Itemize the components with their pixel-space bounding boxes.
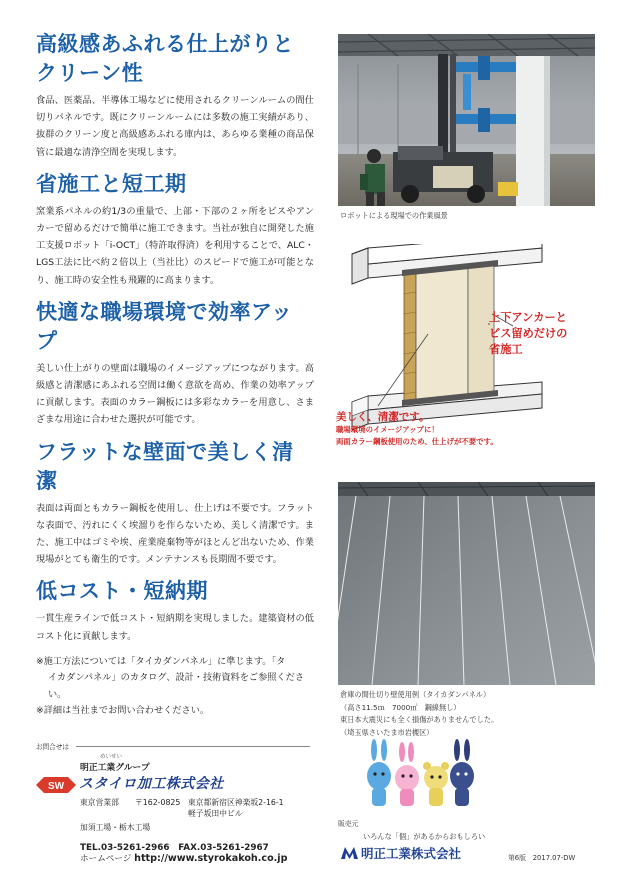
callout-line: 省施工 <box>489 343 523 356</box>
section-heading: クリーン性 <box>36 61 144 85</box>
maker-text: 明正工業株式会社 <box>361 846 462 861</box>
group-name: 明正工業グループ <box>80 763 150 773</box>
caption-line: （埼玉県さいたま市岩槻区） <box>340 727 434 737</box>
seller-label: 販売元 <box>338 820 359 828</box>
photo-caption <box>340 689 498 739</box>
section-low-cost <box>36 577 314 644</box>
address-block <box>80 798 284 818</box>
address-line: 東京都新宿区神楽坂2-16-1 <box>188 798 284 807</box>
section-heading: 低コスト・短納期 <box>36 579 208 604</box>
note-line: ※詳細は当社までお問い合わせください。 <box>36 705 210 717</box>
meisei-logo-icon <box>341 847 358 859</box>
postal-code: 〒162-0825 <box>135 798 181 807</box>
office-name: 東京営業部 <box>80 798 119 807</box>
logo-text: SW <box>47 781 65 792</box>
section-heading: 高級感あふれる仕上がりと <box>36 32 294 56</box>
caption-line: 倉庫の間仕切り壁使用例（タイカダンパネル） <box>340 690 491 699</box>
section-body: 食品、医薬品、半導体工場などに使用されるクリーンルームの間仕切りパネルです。既にクリーンルームには多数の施工実績があり、抜群のクリーン度と高級感あふれる庫内は、あらゆる業種の商品保管に最適な清浄空間を実現します。 <box>36 95 314 158</box>
section-comfortable-workplace <box>36 298 314 429</box>
caption-line: （高さ11.5ｍ 7000㎡ 鋼線無し） <box>340 702 461 712</box>
furigana: めいせい <box>100 754 123 760</box>
notes <box>36 654 314 720</box>
website-link[interactable]: http://www.styrokakoh.co.jp <box>134 853 288 864</box>
tel-fax: TEL.03-5261-2966 FAX.03-5261-2967 <box>80 843 269 853</box>
address-line: 軽子坂田中ビル <box>188 809 243 818</box>
photo-caption: ロボットによる現場での作業風景 <box>340 211 448 220</box>
caption-line: 東日本大震災にも全く損傷がありませんでした。 <box>340 715 499 724</box>
section-body: 表面は両面ともカラー鋼板を使用し、仕上げは不要です。フラットな表面で、汚れにくく埃溜りを作らないため、美しく清潔です。また、施工中はゴミや埃、産業廃棄物等がほとんど出ないため、作業現場がとても衛生的です。メンテナンスも長期間不要です。 <box>36 502 314 566</box>
factories: 加須工場・栃木工場 <box>80 823 151 832</box>
section-easy-install <box>36 170 314 289</box>
callout-main: 美しく、清潔です。 <box>336 411 430 423</box>
section-flat-wall <box>36 438 314 569</box>
warehouse-wall-photo <box>338 482 595 685</box>
company-name: スタイロ加工株式会社 <box>79 776 224 792</box>
inquiry-label: お問合せは <box>36 743 69 751</box>
main-text-column <box>36 30 314 720</box>
mascot-characters <box>365 738 480 813</box>
section-body: 一貫生産ラインで低コスト・短納期を実現しました。建築資材の低コスト化に貢献します。 <box>36 613 314 642</box>
website-label: ホームページ <box>80 854 132 864</box>
edition-info: 第6版 2017.07-DW <box>508 854 576 862</box>
section-premium-finish <box>36 30 314 161</box>
callout-line: 上下アンカーと <box>489 311 567 324</box>
section-heading: 快適な職場環境で効率アップ <box>36 299 293 353</box>
divider <box>76 746 310 747</box>
section-heading: フラットな壁面で美しく清潔 <box>36 439 294 493</box>
maker-name <box>341 844 461 862</box>
anchor-callout <box>489 310 567 358</box>
sw-logo <box>36 775 76 795</box>
callout-sub: 職場環境のイメージアップに！ <box>336 425 439 434</box>
clean-callout <box>336 410 498 448</box>
section-heading: 省施工と短工期 <box>36 171 187 196</box>
callout-line: ビス留めだけの <box>489 327 568 340</box>
website <box>80 852 287 864</box>
callout-sub: 両面カラー鋼板使用のため、仕上げが不要です。 <box>336 437 498 446</box>
robot-work-photo <box>338 34 595 206</box>
section-body: 美しい仕上がりの壁面は職場のイメージアップにつながります。高級感と清潔感にあふれる空間は働く意欲を高め、作業の効率アップに貢献します。表面のカラー鋼板には多彩なカラーを用意し、さまざまな用途に合わせた選択が可能です。 <box>36 362 314 426</box>
note-line: イカダンパネル」のカタログ、設計・技術資料をご参照ください。 <box>48 672 305 700</box>
tagline: いろんな「個」があるからおもしろい <box>363 832 486 841</box>
note-line: ※施工方法については「タイカダンパネル」に準じます。「タ <box>36 655 286 667</box>
section-body: 窯業系パネルの約1/3の重量で、上部・下部の２ヶ所をビスやアンカーで留めるだけで簡単に施工できます。当社が独自に開発した施工支援ロボット「i-OCT」（特許取得済）を利用することで、ALC・LGS工法に比べ約２倍以上（当社比）のスピードで施工が可能となり、施工時の安全性も飛躍的に高まります。 <box>36 205 314 286</box>
